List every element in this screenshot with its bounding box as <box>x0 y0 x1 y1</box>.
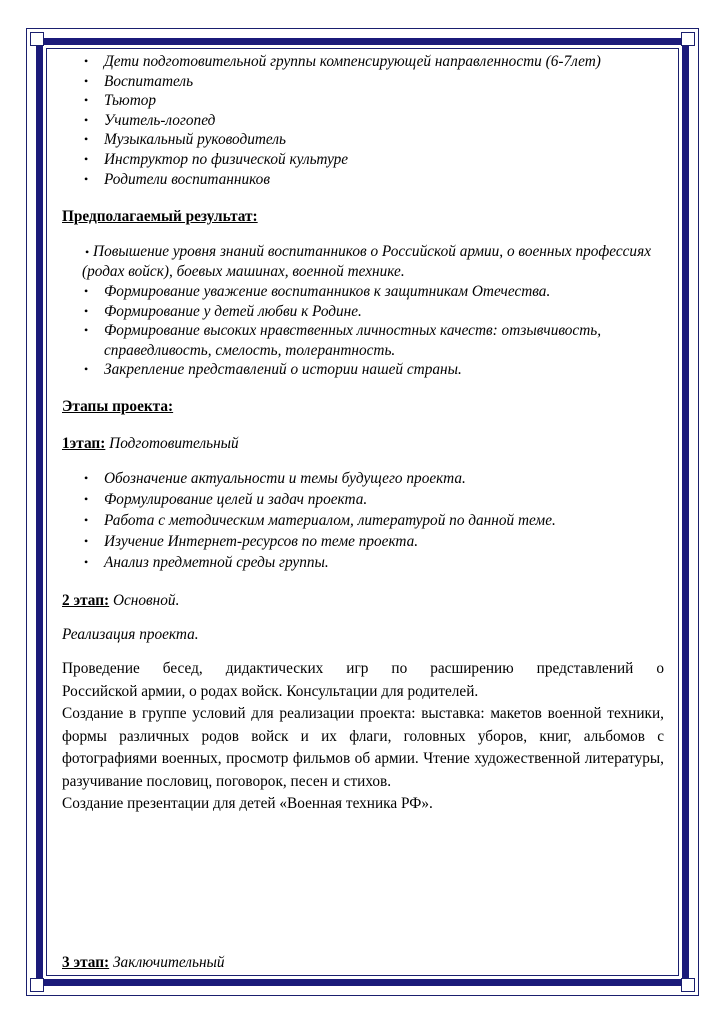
list-item: • Родители воспитанников <box>62 170 664 190</box>
results-heading: Предполагаемый результат: <box>62 208 258 226</box>
stage2-paragraph1-line1: Проведение бесед, дидактических игр по расширению представлений о <box>62 660 664 678</box>
border-corner-bottom-left <box>30 978 44 992</box>
list-item: • Учитель-логопед <box>62 111 664 131</box>
border-corner-top-left <box>30 32 44 46</box>
border-corner-top-right <box>681 32 695 46</box>
stage3-label: 3 этап: <box>62 954 110 971</box>
stage2-paragraph3: Создание презентации для детей «Военная техника РФ». <box>62 795 433 813</box>
stage2-label: 2 этап: <box>62 592 110 610</box>
results-first-item-text: Повышение уровня знаний воспитанников о Российской армии, о военных профессиях (родах войск), боевых машинах, военной технике. <box>82 242 651 281</box>
list-item: • Обозначение актуальности и темы будущего проекта. <box>62 468 664 489</box>
stage2-description <box>62 658 664 816</box>
stage1-title: Подготовительный <box>109 434 239 452</box>
stage2-paragraph2: Создание в группе условий для реализации проекта: выставка: макетов военной техники, формы различных родов войск и их флаги, головных уборов, книг, альбомов с фотографиями военных, просмотр фильмов об армии. Чтение художественной литературы, разучивание пословиц, поговорок, песен и стихов. <box>62 705 664 790</box>
stage1-heading <box>62 434 664 454</box>
list-item: • Музыкальный руководитель <box>62 130 664 150</box>
stage1-list <box>62 468 664 573</box>
document-body <box>62 52 664 816</box>
list-item: • Тьютор <box>62 91 664 111</box>
list-item: • Формирование у детей любви к Родине. <box>62 302 664 322</box>
stage3-heading <box>62 953 225 972</box>
stage3-title: Заключительный <box>112 954 225 971</box>
stage2-subtitle: Реализация проекта. <box>62 625 199 643</box>
list-item: • Формирование высоких нравственных личностных качеств: отзывчивость, справедливость, смелость, толерантность. <box>62 321 664 360</box>
list-item: • Закрепление представлений о истории нашей страны. <box>62 360 664 380</box>
list-item: • Изучение Интернет-ресурсов по теме проекта. <box>62 531 664 552</box>
stage1-label: 1этап: <box>62 434 106 452</box>
list-item: • Дети подготовительной группы компенсирующей направленности (6-7лет) <box>62 52 664 72</box>
border-corner-bottom-right <box>681 978 695 992</box>
stages-heading: Этапы проекта: <box>62 397 174 415</box>
participants-list <box>62 52 664 189</box>
list-item: • Воспитатель <box>62 72 664 92</box>
list-item: • Инструктор по физической культуре <box>62 150 664 170</box>
list-item: • Работа с методическим материалом, литературой по данной теме. <box>62 510 664 531</box>
list-item: • Формулирование целей и задач проекта. <box>62 489 664 510</box>
stage2-paragraph1-line2: Российской армии, о родах войск. Консультации для родителей. <box>62 682 479 700</box>
list-item: • Формирование уважение воспитанников к защитникам Отечества. <box>62 282 664 302</box>
stage2-heading <box>62 591 664 611</box>
results-list <box>62 282 664 380</box>
results-first-item: • Повышение уровня знаний воспитанников о Российской армии, о военных профессиях (родах войск), боевых машинах, военной технике. <box>82 242 651 281</box>
list-item: • Анализ предметной среды группы. <box>62 552 664 573</box>
stage2-title: Основной. <box>112 592 180 610</box>
